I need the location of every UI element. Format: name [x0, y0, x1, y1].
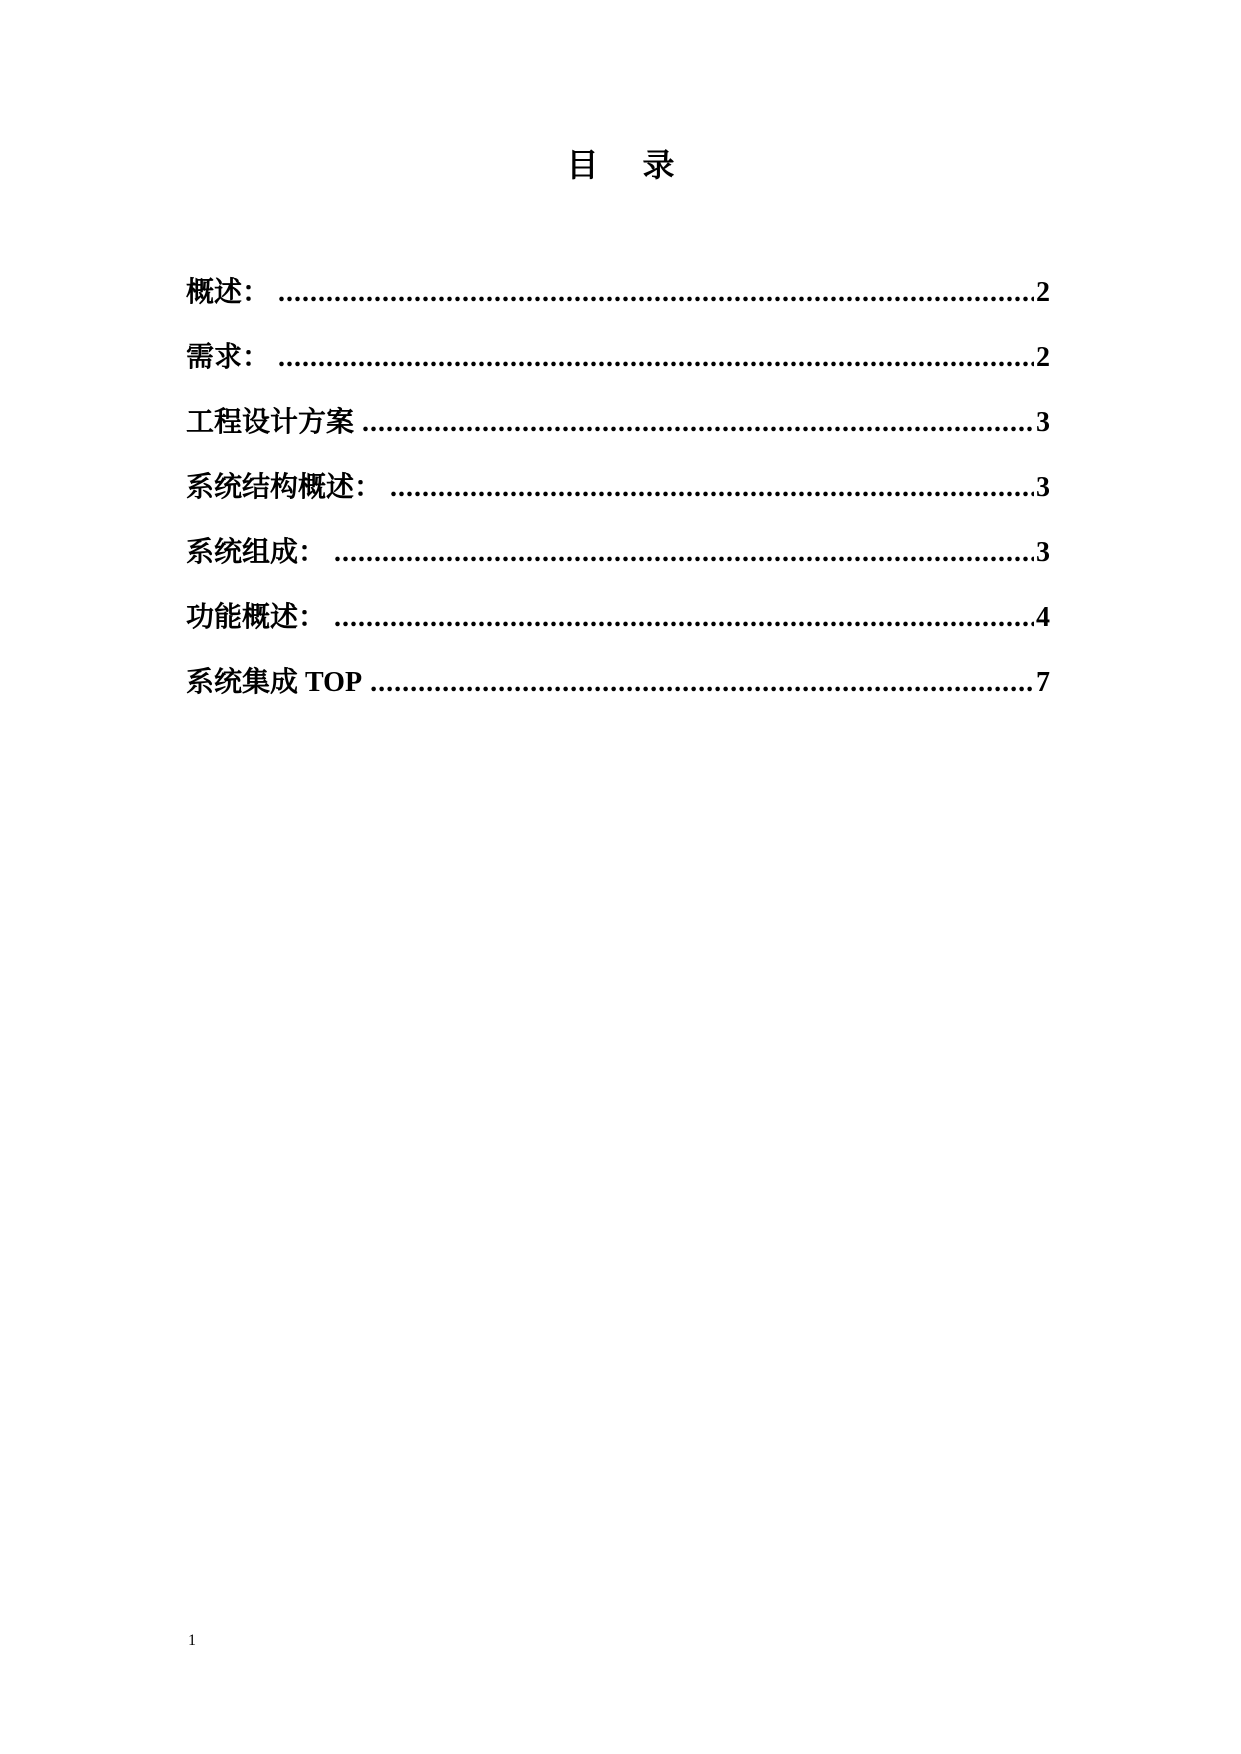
toc-entry[interactable]: [186, 400, 1050, 465]
toc-entry-page: 7: [1036, 667, 1050, 698]
toc-entry-label: 系统结构概述：: [186, 472, 383, 503]
toc-entry[interactable]: [186, 270, 1050, 335]
toc-entry-page: 3: [1036, 537, 1050, 568]
toc-entry[interactable]: [186, 335, 1050, 400]
toc-entry[interactable]: [186, 660, 1050, 725]
toc-entry-page: 3: [1036, 472, 1050, 503]
toc-leader-dots: [370, 667, 1034, 699]
toc-entry[interactable]: [186, 530, 1050, 595]
toc-entry-label: 系统组成：: [186, 537, 327, 568]
toc-entry-page: 2: [1036, 342, 1050, 373]
toc-leader-dots: [390, 472, 1034, 504]
toc-entry-page: 4: [1036, 602, 1050, 633]
toc-entry-label: 需求：: [186, 342, 271, 373]
toc-leader-dots: [334, 602, 1034, 634]
toc-entry-label: 系统集成 TOP: [186, 667, 363, 698]
toc-entry-label: 工程设计方案: [186, 407, 355, 438]
page-number: 1: [188, 1632, 196, 1649]
toc-title: 目 录: [566, 147, 693, 183]
toc-leader-dots: [278, 342, 1034, 374]
toc-leader-dots: [334, 537, 1034, 569]
toc-leader-dots: [278, 277, 1034, 309]
toc-entry[interactable]: [186, 595, 1050, 660]
toc-entry[interactable]: [186, 465, 1050, 530]
toc-entry-page: 3: [1036, 407, 1050, 438]
toc-entry-page: 2: [1036, 277, 1050, 308]
toc-leader-dots: [362, 407, 1034, 439]
toc-entry-label: 功能概述：: [186, 602, 327, 633]
toc-entry-label: 概述：: [186, 277, 271, 308]
table-of-contents: [186, 270, 1050, 725]
